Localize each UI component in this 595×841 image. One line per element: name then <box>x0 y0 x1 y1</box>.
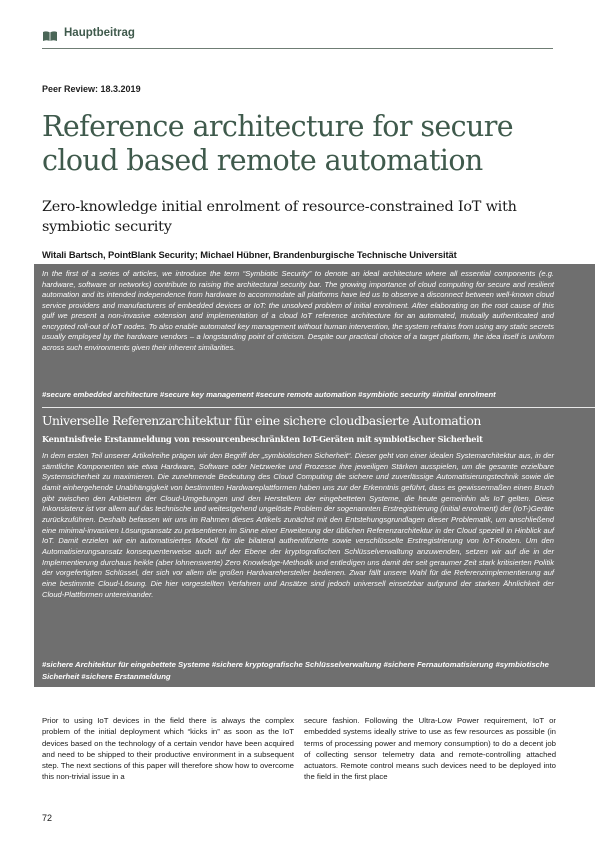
body-column-right: secure fashion. Following the Ultra-Low Power requirement, IoT or embedded systems ideally strive to use as few resources as possible (in terms of processing power and memory consumption) to do a decent job of collecting sensor telemetry data and remote-controlling attached actuators. Remote control means such devices need to be deployed into the field in the first place <box>304 716 556 782</box>
abstract-box <box>34 264 595 687</box>
german-title: Universelle Referenzarchitektur für eine sichere cloudbasierte Automation <box>42 413 481 428</box>
article-title: Reference architecture for secure cloud based remote automation <box>42 110 514 177</box>
body-column-left: Prior to using IoT devices in the field there is always the complex problem of the initial deployment which “kicks in” as soon as the IoT devices based on the technology of a certain vendor have been acquired and need to be shipped to their productive environment in a subsequent step. The next sections of this paper will therefore show how to overcome this non-trivial issue in a <box>42 716 294 782</box>
book-icon <box>42 29 58 41</box>
article-subtitle: Zero-knowledge initial enrolment of resource-constrained IoT with symbiotic security <box>42 199 517 235</box>
german-subtitle: Kenntnisfreie Erstanmeldung von ressourcenbeschränkten IoT-Geräten mit symbiotischer Sicherheit <box>42 434 483 444</box>
peer-review-date: Peer Review: 18.3.2019 <box>42 84 141 94</box>
section-header <box>42 26 553 48</box>
abstract-english: In the first of a series of articles, we introduce the term “Symbiotic Security” to denote an ideal architecture where all essential components (e.g. hardware, software or networks) contribute to raising the architectural security bar. The growing importance of cloud computing for secure and resilient automation and its intended independence from hardware to accommodate all platforms have led us to observe a disconnect between well-known cloud service providers and manufacturers of embedded devices or IoT: the unsolved problem of initial enrolment. After elaborating on the root cause of this gulf we present a non-invasive extension and implementation of a cloud IoT reference architecture for an automated, mutually authenticated and encrypted roll-out of IoT nodes. To also enable automated key management without human intervention, the system refrains from using any static secrets usually employed by the hardware vendors – a longstanding point of criticism. Despite our practical choice of a target platform, the idea itself is uniform across such environments given their inherent similarities. <box>42 269 554 352</box>
keywords-english: #secure embedded architecture #secure key management #secure remote automation #symbiotic security #initial enrolment <box>42 390 496 399</box>
header-divider <box>42 48 553 49</box>
author-line: Witali Bartsch, PointBlank Security; Michael Hübner, Brandenburgische Technische Universität <box>42 249 457 260</box>
page-number: 72 <box>42 813 53 823</box>
abstract-german: In dem ersten Teil unserer Artikelreihe prägen wir den Begriff der „symbiotischen Sicherheit“. Dieser geht von einer idealen Systemarchitektur aus, in der sämtliche Komponenten wie etwa Hardware, Software oder Netzwerke und Prozesse ihre jeweiligen Stärken ausspielen, um die gesamte erzielbare Systemsicherheit zu maximieren. Die zunehmende Bedeutung des Cloud Computing die sichere und zuverlässige Automatisierungstechnik sowie die damit einhergehende Unabhängigkeit von bestimmten Hardwareplattformen haben uns zur der Erkenntnis geführt, dass es gewissermaßen einen Bruch gibt zwischen den Anbietern der Cloud-Umgebungen und den Herstellern der eingebetteten Systeme, die heute gemeinhin als IoT gelten. Diese Inkonsistenz ist vor allem auf das technische und weitestgehend ungelöste Problem der sogenannten Erstregistrierung (initial enrolment) der (IoT-)Geräte zurückzuführen. Deshalb befassen wir uns im Rahmen dieses Artikels zunächst mit den Entstehungsgrundlagen dieser Problematik, um anschließend eine minimal-invasiven Lösungsansatz zu präsentieren im Sinne einer Erweiterung der üblichen Referenzarchitektur in der Cloud speziell in Hinblick auf IoT. Damit erzielen wir ein automatisiertes Modell für die bilateral authentifizierte sowie verschlüsselte Erstregistrierung von IoT-Knoten. Um den Automatisierungsansatz konsequenterweise auch auf der Ebene der kryptografischen Schlüsselverwaltung anzuwenden, setzen wir auf die in der Implementierung durchaus heikle (aber lohnenswerte) Zero Knowledge-Methodik und entledigen uns damit der seit geraumer Zeit stark kritisierten Politik der vorgefertigten Schlüssel, der sich vor allem die großen Hardwarehersteller bedienen. Zwar fällt unsere Wahl für die Referenzimplementierung auf eine bestimmte Cloud-Lösung. Die hier vorgestellten Verfahren und Ansätze sind jedoch universell einsetzbar aufgrund der starken Ähnlichkeit der Cloud-Plattformen untereinander. <box>42 451 554 599</box>
keywords-german: #sichere Architektur für eingebettete Systeme #sichere kryptografische Schlüsselverwaltung #sichere Fernautomatisierung #symbiotische Sicherheit #sichere Erstanmeldung <box>42 660 549 681</box>
abstract-divider <box>42 407 595 408</box>
section-label: Hauptbeitrag <box>64 27 135 39</box>
